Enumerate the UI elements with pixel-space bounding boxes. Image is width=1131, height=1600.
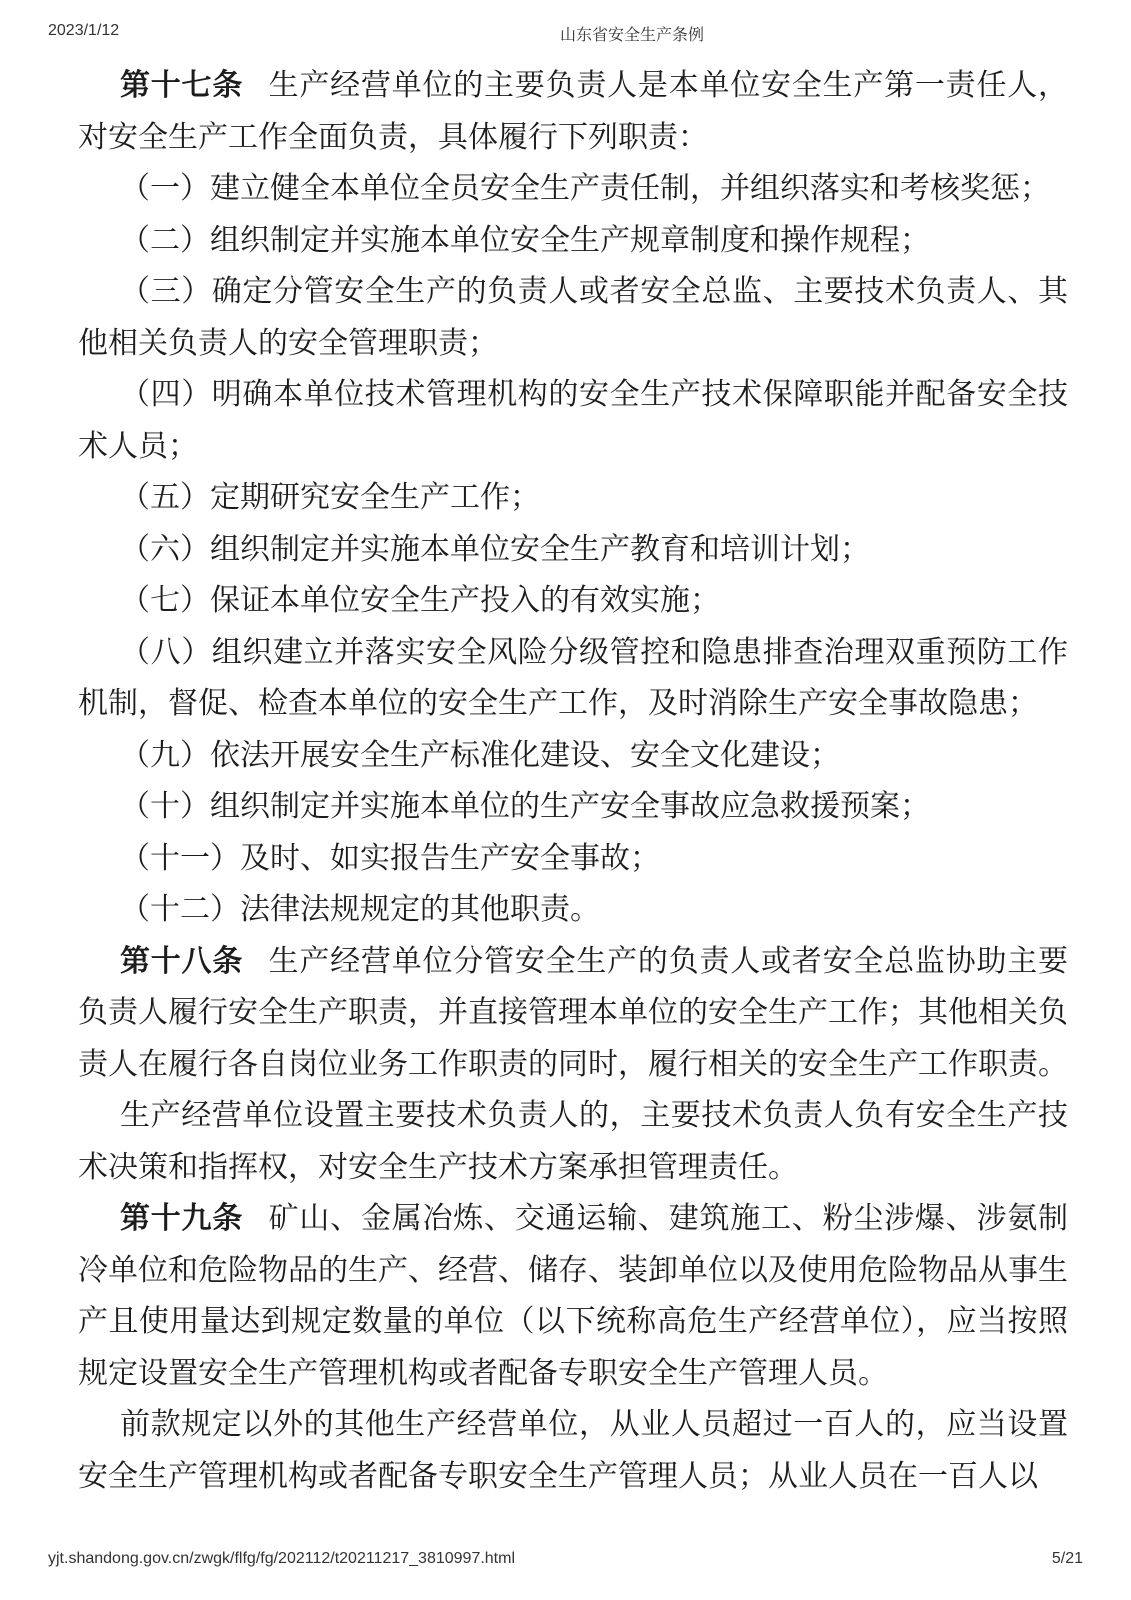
paragraph-text: （六）组织制定并实施本单位安全生产教育和培训计划； <box>120 532 870 566</box>
paragraph <box>78 1193 1068 1399</box>
paragraph-text: 生产经营单位设置主要技术负责人的，主要技术负责人负有安全生产技术决策和指挥权，对安全生产技术方案承担管理责任。 <box>78 1099 1068 1184</box>
paragraph <box>78 472 1068 524</box>
paragraph <box>78 936 1068 1091</box>
article-number: 第十八条 <box>120 944 244 978</box>
paragraph-text: （十二）法律法规规定的其他职责。 <box>120 893 600 926</box>
paragraph-text: （五）定期研究安全生产工作； <box>120 481 540 514</box>
paragraph <box>78 369 1068 472</box>
article-number: 第十七条 <box>120 69 244 102</box>
paragraph <box>78 215 1068 267</box>
article-number: 第十九条 <box>120 1202 244 1235</box>
paragraph <box>78 1090 1068 1193</box>
paragraph <box>78 266 1068 369</box>
document-body <box>78 60 1068 1548</box>
paragraph-text: （三）确定分管安全生产的负责人或者安全总监、主要技术负责人、其他相关负责人的安全管理职责； <box>78 275 1068 360</box>
paragraph <box>78 833 1068 885</box>
paragraph-text: （一）建立健全本单位全员安全生产责任制，并组织落实和考核奖惩； <box>120 172 1050 205</box>
footer-url: yjt.shandong.gov.cn/zwgk/flfg/fg/202112/t20211217_3810997.html <box>48 1550 516 1567</box>
paragraph-text: （十）组织制定并实施本单位的生产安全事故应急救援预案； <box>120 790 930 823</box>
paragraph-text: 矿山、金属冶炼、交通运输、建筑施工、粉尘涉爆、涉氨制冷单位和危险物品的生产、经营、储存、装卸单位以及使用危险物品从事生产且使用量达到规定数量的单位（以下统称高危生产经营单位），应当按照规定设置安全生产管理机构或者配备专职安全生产管理人员。 <box>78 1202 1068 1390</box>
paragraph <box>78 163 1068 215</box>
paragraph <box>78 60 1068 163</box>
paragraph-text: 生产经营单位分管安全生产的负责人或者安全总监协助主要负责人履行安全生产职责，并直接管理本单位的安全生产工作；其他相关负责人在履行各自岗位业务工作职责的同时，履行相关的安全生产工作职责。 <box>78 944 1068 1081</box>
paragraph-text: 前款规定以外的其他生产经营单位，从业人员超过一百人的，应当设置安全生产管理机构或者配备专职安全生产管理人员；从业人员在一百人以 <box>78 1408 1068 1493</box>
paragraph <box>78 627 1068 730</box>
paragraph-text: （四）明确本单位技术管理机构的安全生产技术保障职能并配备安全技术人员； <box>78 378 1068 463</box>
paragraph <box>78 1399 1068 1502</box>
page-number: 5/21 <box>1051 1550 1083 1567</box>
paragraph <box>78 781 1068 833</box>
header-date: 2023/1/12 <box>48 22 120 39</box>
paragraph-text: 生产经营单位的主要负责人是本单位安全生产第一责任人，对安全生产工作全面负责，具体履行下列职责： <box>78 69 1068 154</box>
paragraph <box>78 884 1068 936</box>
paragraph <box>78 575 1068 627</box>
page-header <box>0 22 1131 46</box>
page-footer <box>48 1550 1083 1572</box>
paragraph-text: （十一）及时、如实报告生产安全事故； <box>120 841 660 875</box>
header-title: 山东省安全生产条例 <box>560 27 705 44</box>
paragraph-text: （二）组织制定并实施本单位安全生产规章制度和操作规程； <box>120 223 930 257</box>
paragraph <box>78 524 1068 576</box>
paragraph-text: （八）组织建立并落实安全风险分级管控和隐患排查治理双重预防工作机制，督促、检查本单位的安全生产工作，及时消除生产安全事故隐患； <box>78 635 1068 720</box>
paragraph <box>78 730 1068 782</box>
paragraph-text: （九）依法开展安全生产标准化建设、安全文化建设； <box>120 738 840 772</box>
paragraph-text: （七）保证本单位安全生产投入的有效实施； <box>120 584 720 617</box>
